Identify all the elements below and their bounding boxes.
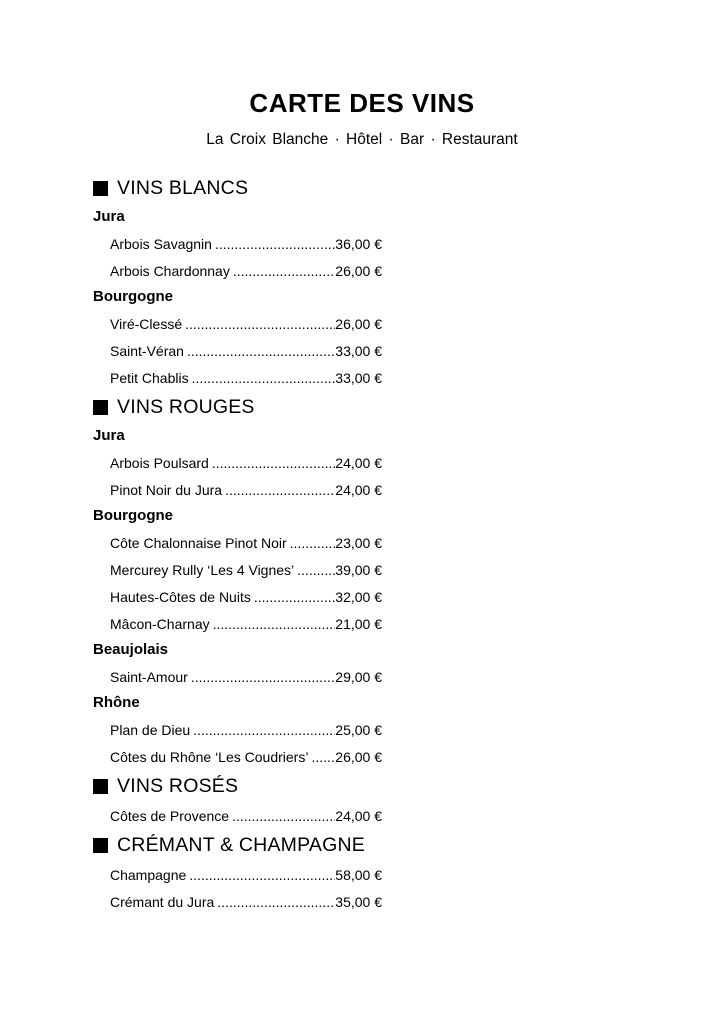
dot-leader [287, 536, 336, 551]
section-header [93, 396, 393, 418]
menu-section [93, 396, 393, 765]
dot-leader [184, 344, 335, 359]
section-label: VINS ROUGES [117, 396, 255, 418]
dot-leader [214, 895, 335, 910]
wine-price: 24,00 € [335, 482, 382, 498]
wine-name: Crémant du Jura [110, 894, 215, 910]
wine-item-row [110, 456, 382, 471]
dot-leader [251, 590, 335, 605]
section-header [93, 834, 393, 856]
wine-price: 35,00 € [335, 894, 382, 910]
wine-name: Arbois Savagnin [110, 236, 212, 252]
dot-leader [229, 809, 335, 824]
dot-leader [182, 317, 335, 332]
menu-sections [93, 177, 393, 910]
section-label: CRÉMANT & CHAMPAGNE [117, 834, 365, 856]
wine-price: 21,00 € [335, 616, 382, 632]
dot-leader [190, 723, 335, 738]
section-groups [93, 208, 393, 386]
wine-name: Arbois Poulsard [110, 455, 209, 471]
wine-name: Mercurey Rully ‘Les 4 Vignes’ [110, 562, 295, 578]
page-title: CARTE DES VINS [249, 88, 475, 118]
wine-item-row [110, 617, 382, 632]
region-label: Jura [93, 208, 125, 225]
dot-leader [294, 563, 335, 578]
dot-leader [222, 483, 335, 498]
dot-leader [186, 868, 335, 883]
wine-price: 29,00 € [335, 669, 382, 685]
wine-name: Petit Chablis [110, 370, 189, 386]
page-subtitle: La Croix Blanche · Hôtel · Bar · Restaurant [206, 131, 518, 148]
region-group [93, 507, 393, 632]
square-bullet-icon [93, 838, 108, 853]
region-group [93, 208, 393, 279]
region-items [93, 868, 393, 910]
dot-leader [212, 237, 335, 252]
region-items [93, 723, 393, 765]
region-items [93, 237, 393, 279]
menu-section [93, 775, 393, 824]
wine-item-row [110, 344, 382, 359]
wine-price: 26,00 € [335, 316, 382, 332]
wine-name: Plan de Dieu [110, 722, 191, 738]
wine-price: 24,00 € [335, 808, 382, 824]
wine-item-row [110, 237, 382, 252]
section-groups [93, 427, 393, 765]
dot-leader [230, 264, 335, 279]
region-group [93, 809, 393, 824]
wine-name: Arbois Chardonnay [110, 263, 230, 279]
wine-item-row [110, 317, 382, 332]
wine-name: Côtes de Provence [110, 808, 230, 824]
wine-price: 33,00 € [335, 343, 382, 359]
region-label: Bourgogne [93, 507, 173, 524]
wine-price: 24,00 € [335, 455, 382, 471]
region-label: Jura [93, 427, 125, 444]
wine-item-row [110, 536, 382, 551]
region-label: Bourgogne [93, 288, 173, 305]
wine-item-row [110, 670, 382, 685]
dot-leader [210, 617, 336, 632]
wine-price: 39,00 € [335, 562, 382, 578]
wine-price: 25,00 € [335, 722, 382, 738]
wine-name: Pinot Noir du Jura [110, 482, 223, 498]
menu-section [93, 834, 393, 910]
section-groups [93, 868, 393, 910]
wine-price: 36,00 € [335, 236, 382, 252]
region-group [93, 868, 393, 910]
wine-name: Viré-Clessé [110, 316, 183, 332]
region-label: Rhône [93, 694, 140, 711]
menu-section [93, 177, 393, 386]
square-bullet-icon [93, 779, 108, 794]
region-items [93, 670, 393, 685]
wine-price: 32,00 € [335, 589, 382, 605]
wine-name: Champagne [110, 867, 187, 883]
wine-item-row [110, 371, 382, 386]
region-group [93, 288, 393, 386]
wine-price: 33,00 € [335, 370, 382, 386]
wine-item-row [110, 264, 382, 279]
square-bullet-icon [93, 181, 108, 196]
region-items [93, 536, 393, 632]
wine-item-row [110, 868, 382, 883]
wine-name: Saint-Véran [110, 343, 184, 359]
region-items [93, 809, 393, 824]
region-group [93, 641, 393, 685]
wine-name: Côte Chalonnaise Pinot Noir [110, 535, 287, 551]
wine-name: Hautes-Côtes de Nuits [110, 589, 251, 605]
section-label: VINS ROSÉS [117, 775, 239, 797]
dot-leader [189, 371, 336, 386]
wine-price: 58,00 € [335, 867, 382, 883]
dot-leader [308, 750, 335, 765]
wine-item-row [110, 723, 382, 738]
wine-name: Saint-Amour [110, 669, 188, 685]
section-groups [93, 809, 393, 824]
wine-price: 26,00 € [335, 263, 382, 279]
wine-price: 26,00 € [335, 749, 382, 765]
region-items [93, 456, 393, 498]
wine-item-row [110, 895, 382, 910]
wine-item-row [110, 809, 382, 824]
region-label: Beaujolais [93, 641, 169, 658]
wine-item-row [110, 590, 382, 605]
square-bullet-icon [93, 400, 108, 415]
region-group [93, 427, 393, 498]
section-header [93, 775, 393, 797]
wine-name: Mâcon-Charnay [110, 616, 210, 632]
wine-item-row [110, 483, 382, 498]
wine-name: Côtes du Rhône ‘Les Coudriers’ [110, 749, 309, 765]
dot-leader [209, 456, 335, 471]
dot-leader [188, 670, 335, 685]
region-items [93, 317, 393, 386]
wine-item-row [110, 563, 382, 578]
section-header [93, 177, 393, 199]
page-header [0, 0, 724, 149]
wine-price: 23,00 € [335, 535, 382, 551]
region-group [93, 694, 393, 765]
wine-item-row [110, 750, 382, 765]
section-label: VINS BLANCS [117, 177, 249, 199]
